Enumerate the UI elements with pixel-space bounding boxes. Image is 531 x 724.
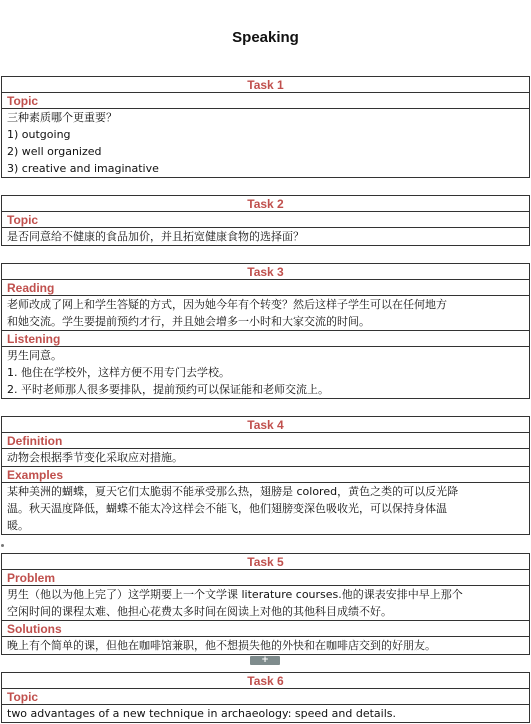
body-line: 动物会根据季节变化采取应对措施。 [7, 451, 183, 464]
task-heading: Task 6 [2, 673, 529, 689]
section-body [2, 228, 529, 246]
body-line: 空闲时间的课程太难、他担心花费太多时间在阅读上对他的其他科目成绩不好。 [7, 605, 392, 618]
task-heading: Task 1 [2, 77, 529, 93]
body-line: 1. 他住在学校外，这样方便不用专门去学校。 [7, 366, 230, 379]
body-line: two advantages of a new technique in archaeology: speed and details. [7, 707, 396, 720]
section-label: Reading [2, 280, 529, 296]
task-block [1, 672, 530, 723]
section-body [2, 483, 529, 535]
section-label: Listening [2, 331, 529, 347]
task-heading: Task 3 [2, 264, 529, 280]
section-body [2, 637, 529, 655]
body-line: 老师改成了网上和学生答疑的方式，因为她今年有个转变？然后这样子学生可以在任何地方 [7, 298, 447, 311]
bullet-dot [1, 544, 4, 547]
section-body [2, 109, 529, 178]
body-line: 是否同意给不健康的食品加价，并且拓宽健康食物的选择面？ [7, 230, 304, 243]
task-block [1, 76, 530, 178]
task-heading: Task 2 [2, 196, 529, 212]
section-label: Topic [2, 93, 529, 109]
body-line: 2) well organized [7, 145, 102, 158]
task-block [1, 553, 530, 655]
table-move-handle[interactable]: + [250, 656, 280, 665]
task-block [1, 195, 530, 246]
body-line: 和她交流。学生要提前预约才行，并且她会增多一小时和大家交流的时间。 [7, 315, 370, 328]
section-label: Definition [2, 433, 529, 449]
task-heading: Task 5 [2, 554, 529, 570]
body-line: 1) outgoing [7, 128, 71, 141]
body-line: 温。秋天温度降低，蝴蝶不能太冷这样会不能飞，他们翅膀变深色吸收光，可以保持身体温 [7, 502, 447, 515]
body-line: 男生同意。 [7, 349, 62, 362]
section-label: Solutions [2, 621, 529, 637]
section-body [2, 296, 529, 331]
section-body [2, 449, 529, 467]
body-line: 某种美洲的蝴蝶，夏天它们太脆弱不能承受那么热，翅膀是 colored，黄色之类的可以反光降 [7, 485, 459, 498]
section-label: Examples [2, 467, 529, 483]
section-label: Problem [2, 570, 529, 586]
task-block [1, 263, 530, 399]
section-body [2, 347, 529, 399]
section-label: Topic [2, 212, 529, 228]
page-title: Speaking [232, 29, 299, 46]
body-line: 3) creative and imaginative [7, 162, 159, 175]
task-heading: Task 4 [2, 417, 529, 433]
body-line: 男生（他以为他上完了）这学期要上一个文学课 literature courses.他的课表安排中早上那个 [7, 588, 463, 601]
task-block [1, 416, 530, 535]
section-body [2, 586, 529, 621]
body-line: 2. 平时老师那人很多要排队，提前预约可以保证能和老师交流上。 [7, 383, 329, 396]
body-line: 晚上有个简单的课，但他在咖啡馆兼职，他不想损失他的外快和在咖啡店交到的好朋友。 [7, 639, 436, 652]
section-body [2, 705, 529, 723]
section-label: Topic [2, 689, 529, 705]
body-line: 三种素质哪个更重要？ [7, 111, 117, 124]
body-line: 暖。 [7, 519, 29, 532]
